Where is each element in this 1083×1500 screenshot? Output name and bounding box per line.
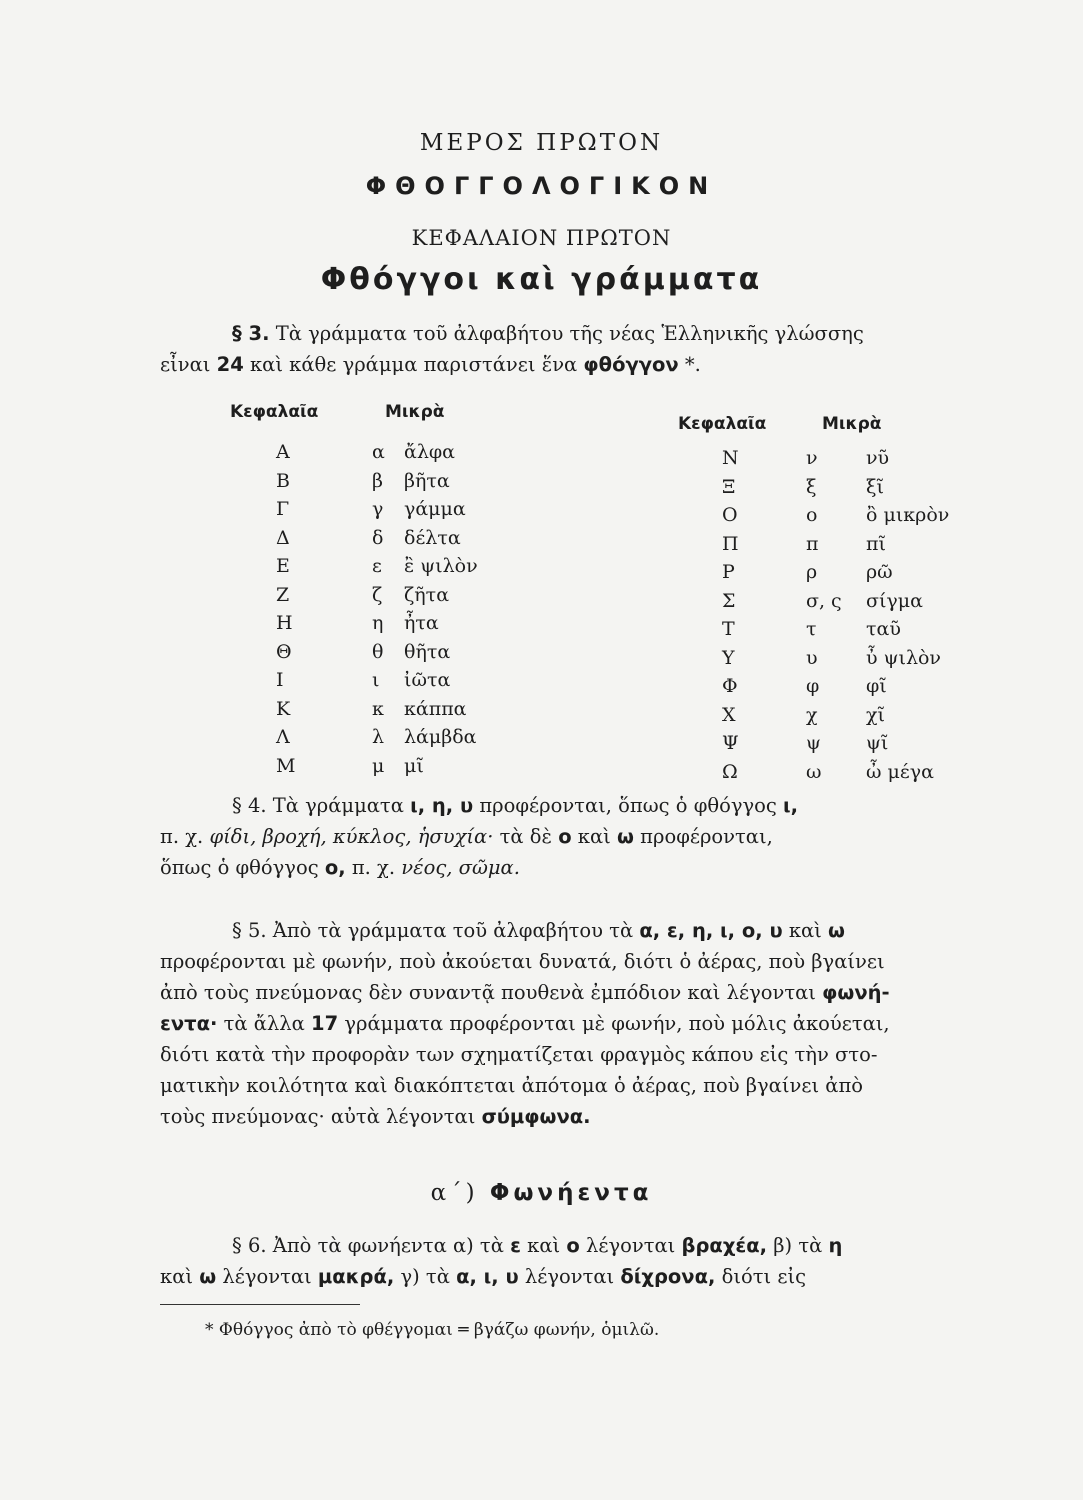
p6-line-1 bbox=[160, 1230, 980, 1261]
left-row-name: θῆτα bbox=[404, 640, 451, 663]
left-row-name: ἄλφα bbox=[404, 441, 456, 463]
right-row-small: χ bbox=[806, 703, 818, 726]
left-row-name: κάππα bbox=[404, 697, 467, 720]
p3-footnote-mark: *. bbox=[684, 353, 701, 376]
p5-term-1a: φωνή- bbox=[822, 981, 890, 1004]
right-row-name: ὂ μικρὸν bbox=[866, 504, 950, 526]
p4-text-1a: § 4. Τὰ γράμματα bbox=[232, 794, 404, 817]
p4-examples-1: φίδι, βροχή, κύκλος, ἡσυχία· bbox=[209, 825, 494, 848]
right-row-name: σίγμα bbox=[866, 589, 923, 612]
left-row-name: ἒ ψιλὸν bbox=[404, 555, 478, 577]
p5-text-7a: τοὺς πνεύμονας· αὐτὰ λέγονται bbox=[160, 1105, 476, 1128]
right-row-small: ξ bbox=[806, 475, 817, 498]
p5-omega: ω bbox=[828, 919, 845, 942]
p6-text-2e: γ) τὰ bbox=[400, 1265, 450, 1288]
p5-text-3a: ἀπὸ τοὺς πνεύμονας δὲν συναντᾷ πουθενὰ ἐμπόδιον καὶ λέγονται bbox=[160, 981, 816, 1004]
left-row-small: δ bbox=[372, 526, 384, 549]
p6-line-2 bbox=[160, 1261, 980, 1292]
right-row-name: ὖ ψιλὸν bbox=[866, 646, 941, 669]
p6-text-2g: λέγονται bbox=[524, 1265, 615, 1288]
right-row-small: υ bbox=[806, 646, 818, 669]
p3-text-2a: εἶναι bbox=[160, 353, 211, 376]
p6-term-short: βραχέα, bbox=[681, 1234, 768, 1257]
p3-line-2 bbox=[160, 349, 980, 380]
p6-text-1c: καὶ bbox=[527, 1234, 561, 1257]
left-row-cap: Ι bbox=[276, 669, 284, 691]
p4-text-2a: π. χ. bbox=[160, 825, 204, 848]
p6-letter-omega: ω bbox=[199, 1265, 217, 1288]
left-row-name: μῖ bbox=[404, 754, 424, 777]
left-row-cap: Β bbox=[276, 469, 290, 492]
p3-number: § 3. bbox=[232, 322, 270, 345]
right-row-name: ταῦ bbox=[866, 618, 901, 640]
subheading-title: Φωνήεντα bbox=[489, 1180, 653, 1206]
subheading bbox=[0, 1180, 1083, 1206]
right-row-name: ρῶ bbox=[866, 561, 893, 583]
left-small-header: Μικρὰ bbox=[385, 402, 445, 422]
p4-line-1 bbox=[160, 790, 980, 821]
section-heading: ΦΘΟΓΓΟΛΟΓΙΚΟΝ bbox=[365, 172, 718, 200]
left-row-name: ἰῶτα bbox=[404, 669, 451, 691]
p5-line-1 bbox=[160, 915, 980, 946]
p6-term-dichrona: δίχρονα, bbox=[620, 1265, 716, 1288]
left-row-name: γάμμα bbox=[404, 498, 466, 520]
left-row-cap: Θ bbox=[276, 640, 292, 663]
p4-text-1c: προφέρονται, ὅπως ὁ φθόγγος bbox=[479, 794, 777, 817]
right-small-header: Μικρὰ bbox=[822, 414, 882, 434]
p4-letter-omega: ω bbox=[617, 825, 634, 848]
left-row-small: ε bbox=[372, 555, 382, 577]
left-row-name: ἦτα bbox=[404, 612, 439, 634]
left-row-small: α bbox=[372, 441, 385, 463]
right-row-cap: Ν bbox=[722, 447, 739, 469]
p4-text-3a: ὅπως ὁ φθόγγος bbox=[160, 856, 319, 879]
chapter-title: Φθόγγοι καὶ γράμματα bbox=[320, 262, 763, 297]
p4-line-2 bbox=[160, 821, 980, 852]
left-caps-header: Κεφαλαῖα bbox=[230, 402, 319, 422]
right-row-name: φῖ bbox=[866, 675, 887, 697]
p5-line-4 bbox=[160, 1008, 980, 1039]
right-row-small: σ, ς bbox=[806, 589, 842, 612]
left-row-cap: Δ bbox=[276, 526, 290, 549]
p3-text-1: Τὰ γράμματα τοῦ ἀλφαβήτου τῆς νέας Ἑλληνικῆς γλώσσης bbox=[275, 322, 864, 345]
left-row-name: δέλτα bbox=[404, 526, 461, 549]
paragraph-5 bbox=[160, 915, 980, 1132]
p3-line-1 bbox=[160, 318, 980, 349]
right-row-cap: Σ bbox=[722, 589, 736, 612]
right-row-cap: Ξ bbox=[722, 475, 736, 498]
p5-line-6: ματικὴν κοιλότητα καὶ διακόπτεται ἀπότομα ὁ ἀέρας, ποὺ βγαίνει ἀπὸ bbox=[160, 1074, 864, 1097]
paragraph-4 bbox=[160, 790, 980, 883]
p6-text-2c: λέγονται bbox=[222, 1265, 312, 1288]
left-row-small: ι bbox=[372, 669, 380, 691]
left-row-small: μ bbox=[372, 754, 385, 777]
part-heading: ΜΕΡΟΣ ΠΡΩΤΟΝ bbox=[419, 130, 664, 156]
p4-letters-1: ι, η, υ bbox=[410, 794, 474, 817]
p4-examples-2: νέος, σῶμα. bbox=[401, 856, 520, 879]
right-row-cap: Τ bbox=[722, 618, 735, 640]
p5-term-2: σύμφωνα. bbox=[481, 1105, 591, 1128]
left-row-cap: Γ bbox=[276, 498, 290, 520]
right-row-name: νῦ bbox=[866, 447, 890, 469]
p6-text-1g: β) τὰ bbox=[773, 1234, 823, 1257]
right-row-cap: Φ bbox=[722, 675, 738, 697]
right-row-cap: Ψ bbox=[722, 732, 739, 754]
p6-letter-eta: η bbox=[828, 1234, 843, 1257]
p5-text-1c: καὶ bbox=[788, 919, 822, 942]
right-row-name: ξῖ bbox=[866, 475, 884, 498]
left-row-small: γ bbox=[372, 498, 384, 520]
right-row-cap: Ω bbox=[722, 760, 738, 783]
right-row-small: ψ bbox=[806, 732, 821, 754]
p3-count: 24 bbox=[216, 353, 244, 376]
left-row-small: κ bbox=[372, 697, 384, 720]
p5-line-2: προφέρονται μὲ φωνήν, ποὺ ἀκούεται δυνατά, διότι ὁ ἀέρας, ποὺ βγαίνει bbox=[160, 950, 885, 973]
p6-letter-o: ο bbox=[566, 1234, 580, 1257]
right-row-name: χῖ bbox=[866, 703, 885, 726]
p5-term-1b: εντα· bbox=[160, 1012, 218, 1035]
p6-letter-e: ε bbox=[510, 1234, 521, 1257]
right-row-small: φ bbox=[806, 675, 820, 697]
p5-text-4b: τὰ ἄλλα bbox=[223, 1012, 305, 1035]
right-row-name: ψῖ bbox=[866, 732, 889, 754]
right-row-small: τ bbox=[806, 618, 817, 640]
p4-text-3c: π. χ. bbox=[351, 856, 396, 879]
p5-line-3 bbox=[160, 977, 980, 1008]
p5-vowels: α, ε, η, ι, ο, υ bbox=[639, 919, 783, 942]
p6-text-2i: διότι εἰς bbox=[721, 1265, 807, 1288]
p6-text-1e: λέγονται bbox=[585, 1234, 676, 1257]
right-row-cap: Ρ bbox=[722, 561, 735, 583]
left-row-cap: Ε bbox=[276, 555, 290, 577]
footnote-rule bbox=[160, 1304, 360, 1305]
paragraph-3 bbox=[160, 318, 980, 380]
left-row-cap: Α bbox=[276, 441, 290, 463]
chapter-heading: ΚΕΦΑΛΑΙΟΝ ΠΡΩΤΟΝ bbox=[411, 226, 672, 250]
p6-text-2a: καὶ bbox=[160, 1265, 194, 1288]
right-row-cap: Χ bbox=[722, 703, 736, 726]
p3-text-2c: καὶ κάθε γράμμα παριστάνει ἕνα bbox=[249, 353, 578, 376]
left-row-small: θ bbox=[372, 640, 384, 663]
p4-letter-iota: ι, bbox=[783, 794, 799, 817]
p4-line-3 bbox=[160, 852, 980, 883]
right-row-small: ν bbox=[806, 447, 818, 469]
left-row-cap: Η bbox=[276, 612, 293, 634]
right-row-small: ρ bbox=[806, 561, 818, 583]
left-row-cap: Λ bbox=[276, 726, 290, 748]
left-row-small: λ bbox=[372, 726, 385, 748]
right-row-cap: Π bbox=[722, 532, 739, 555]
p4-letter-o-2: ο, bbox=[324, 856, 346, 879]
p6-term-long: μακρά, bbox=[317, 1265, 395, 1288]
left-row-cap: Μ bbox=[276, 754, 296, 777]
subheading-prefix: α΄) bbox=[430, 1180, 479, 1206]
p5-text-4d: γράμματα προφέρονται μὲ φωνήν, ποὺ μόλις ἀκούεται, bbox=[344, 1012, 890, 1035]
p4-letter-o: ο bbox=[558, 825, 572, 848]
p5-text-1a: § 5. Ἀπὸ τὰ γράμματα τοῦ ἀλφαβήτου τὰ bbox=[232, 919, 634, 942]
p5-line-5: διότι κατὰ τὴν προφορὰν των σχηματίζεται φραγμὸς κάπου εἰς τὴν στο- bbox=[160, 1043, 878, 1066]
right-row-small: π bbox=[806, 532, 819, 555]
left-row-cap: Ζ bbox=[276, 583, 290, 606]
left-row-small: η bbox=[372, 612, 384, 634]
left-row-name: βῆτα bbox=[404, 469, 450, 492]
p4-text-2c: τὰ δὲ bbox=[499, 825, 552, 848]
p3-term: φθόγγον bbox=[583, 353, 679, 376]
right-row-name: πῖ bbox=[866, 532, 886, 555]
p4-text-2e: καὶ bbox=[577, 825, 611, 848]
p6-text-1a: § 6. Ἀπὸ τὰ φωνήεντα α) τὰ bbox=[232, 1234, 504, 1257]
left-row-cap: Κ bbox=[276, 697, 291, 720]
paragraph-6 bbox=[160, 1230, 980, 1292]
p4-text-2g: προφέρονται, bbox=[640, 825, 773, 848]
left-row-name: λάμβδα bbox=[404, 726, 477, 748]
footnote: * Φθόγγος ἀπὸ τὸ φθέγγομαι ═ βγάζω φωνήν, ὁμιλῶ. bbox=[205, 1320, 660, 1340]
left-row-small: β bbox=[372, 469, 383, 492]
right-row-name: ὦ μέγα bbox=[866, 760, 934, 783]
right-row-small: ο bbox=[806, 504, 818, 526]
right-row-cap: Ο bbox=[722, 504, 738, 526]
left-row-name: ζῆτα bbox=[404, 583, 450, 606]
right-row-small: ω bbox=[806, 760, 822, 783]
p5-line-7 bbox=[160, 1101, 980, 1132]
left-row-small: ζ bbox=[372, 583, 383, 606]
p6-letters-dichrona: α, ι, υ bbox=[456, 1265, 519, 1288]
right-caps-header: Κεφαλαῖα bbox=[678, 414, 767, 434]
p5-count: 17 bbox=[311, 1012, 339, 1035]
right-row-cap: Υ bbox=[722, 646, 735, 669]
